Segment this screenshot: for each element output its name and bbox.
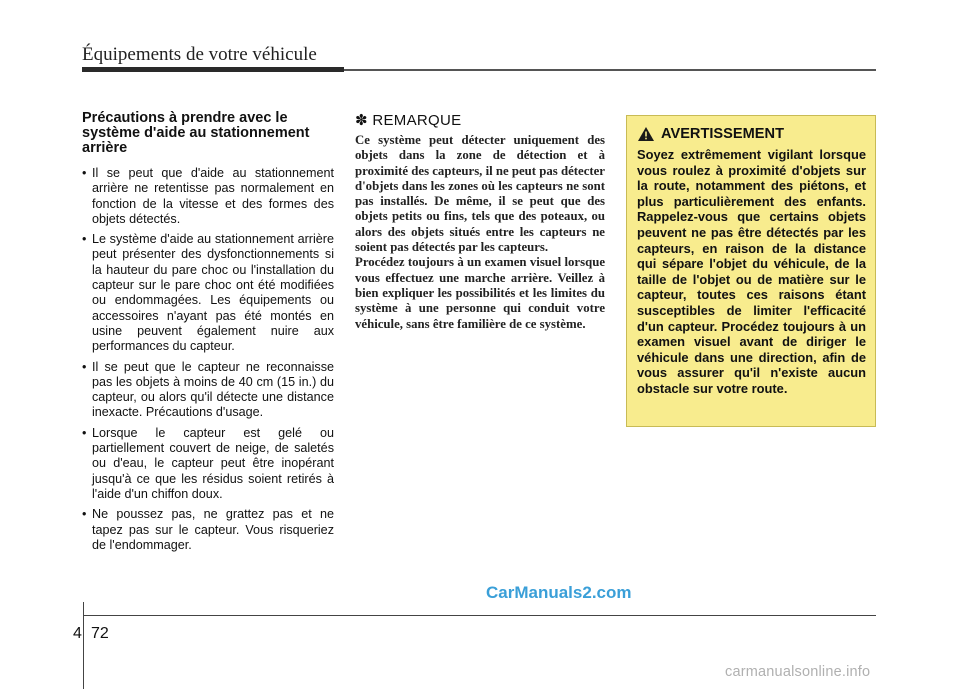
list-item-text: Lorsque le capteur est gelé ou partiellement couvert de neige, de saletés ou d'eau, le capteur peut être inopérant jusqu'à ce que les résidus soient retirés à l'aide d'un chiffon doux.: [92, 425, 334, 501]
list-item-text: Il se peut que le capteur ne reconnaisse pas les objets à moins de 40 cm (15 in.) du capteur, ou alors qu'il détecte une distance inexacte. Précautions d'usage.: [92, 359, 334, 420]
bullet-icon: •: [82, 425, 87, 440]
note-title: ✽ REMARQUE: [355, 112, 462, 129]
warning-header: [637, 126, 866, 142]
footer-watermark[interactable]: carmanualsonline.info: [725, 664, 871, 680]
header-title: Équipements de votre véhicule: [82, 44, 317, 65]
warning-triangle-icon: [637, 126, 655, 142]
precautions-list: [82, 166, 334, 553]
list-item: [82, 360, 334, 421]
bullet-icon: •: [82, 232, 87, 247]
list-item: [82, 232, 334, 354]
header-bar-dark: [82, 67, 344, 72]
note-paragraph: Ce système peut détecter uniquement des objets dans la zone de détection et à proximité des capteurs, il ne peut pas détecter d'objets dans les zones où les capteurs ne sont pas installés. De même, il se peut que des objets petits ou fins, tels que des poteaux, ou alors des objets situés entre les capteurs ne soient pas détectés par les capteurs.: [355, 133, 605, 255]
page-number: 72: [91, 625, 109, 642]
note-column: [355, 111, 605, 332]
warning-body: Soyez extrêmement vigilant lorsque vous roulez à proximité d'objets sur la route, notamment des piétons, et plus particulièrement des enfants. Rappelez-vous que certains objets peuvent ne pas être détectés par les capteurs, en raison de la distance qui sépare l'objet du véhicule, de la taille de l'objet ou de matière sur le capteur, toutes ces raisons étant susceptibles de limiter l'efficacité d'un capteur. Procédez toujours à un examen visuel avant de diriger le véhicule dans une direction, afin de vous assurer qu'il n'existe aucun obstacle sur votre route.: [637, 147, 866, 396]
warning-title: AVERTISSEMENT: [661, 126, 784, 142]
bullet-icon: •: [82, 507, 87, 522]
list-item: [82, 166, 334, 227]
list-item: [82, 426, 334, 502]
note-paragraph: Procédez toujours à un examen visuel lorsque vous effectuez une marche arrière. Veillez à bien expliquer les possibilités et les limites du système à une personne qui conduit votre véhicule, sans être familière de ce système.: [355, 255, 605, 331]
bullet-icon: •: [82, 359, 87, 374]
section-title: Précautions à prendre avec le système d'aide au stationnement arrière: [82, 110, 310, 156]
chapter-number: 4: [73, 625, 82, 642]
warning-box: [626, 115, 876, 427]
page-horizontal-rule: [83, 615, 876, 616]
list-item-text: Ne poussez pas, ne grattez pas et ne tapez pas sur le capteur. Vous risqueriez de l'endommager.: [92, 507, 334, 552]
list-item-text: Le système d'aide au stationnement arrière peut présenter des dysfonctionnements si la hauteur du pare choc ou l'installation du capteur sur le pare choc ont été modifiées ou endommagées. Les équipements ou accessoires n'ayant pas été montés en usine peuvent également nuire aux performances du capteur.: [92, 232, 334, 354]
watermark-link[interactable]: CarManuals2.com: [486, 583, 632, 602]
header-bar-light: [344, 69, 876, 71]
left-column: [82, 111, 334, 558]
bullet-icon: •: [82, 166, 87, 180]
list-item-text: Il se peut que d'aide au stationnement arrière ne retentisse pas normalement en fonction de la vitesse et des formes des objets détectés.: [92, 166, 334, 226]
list-item: [82, 507, 334, 553]
